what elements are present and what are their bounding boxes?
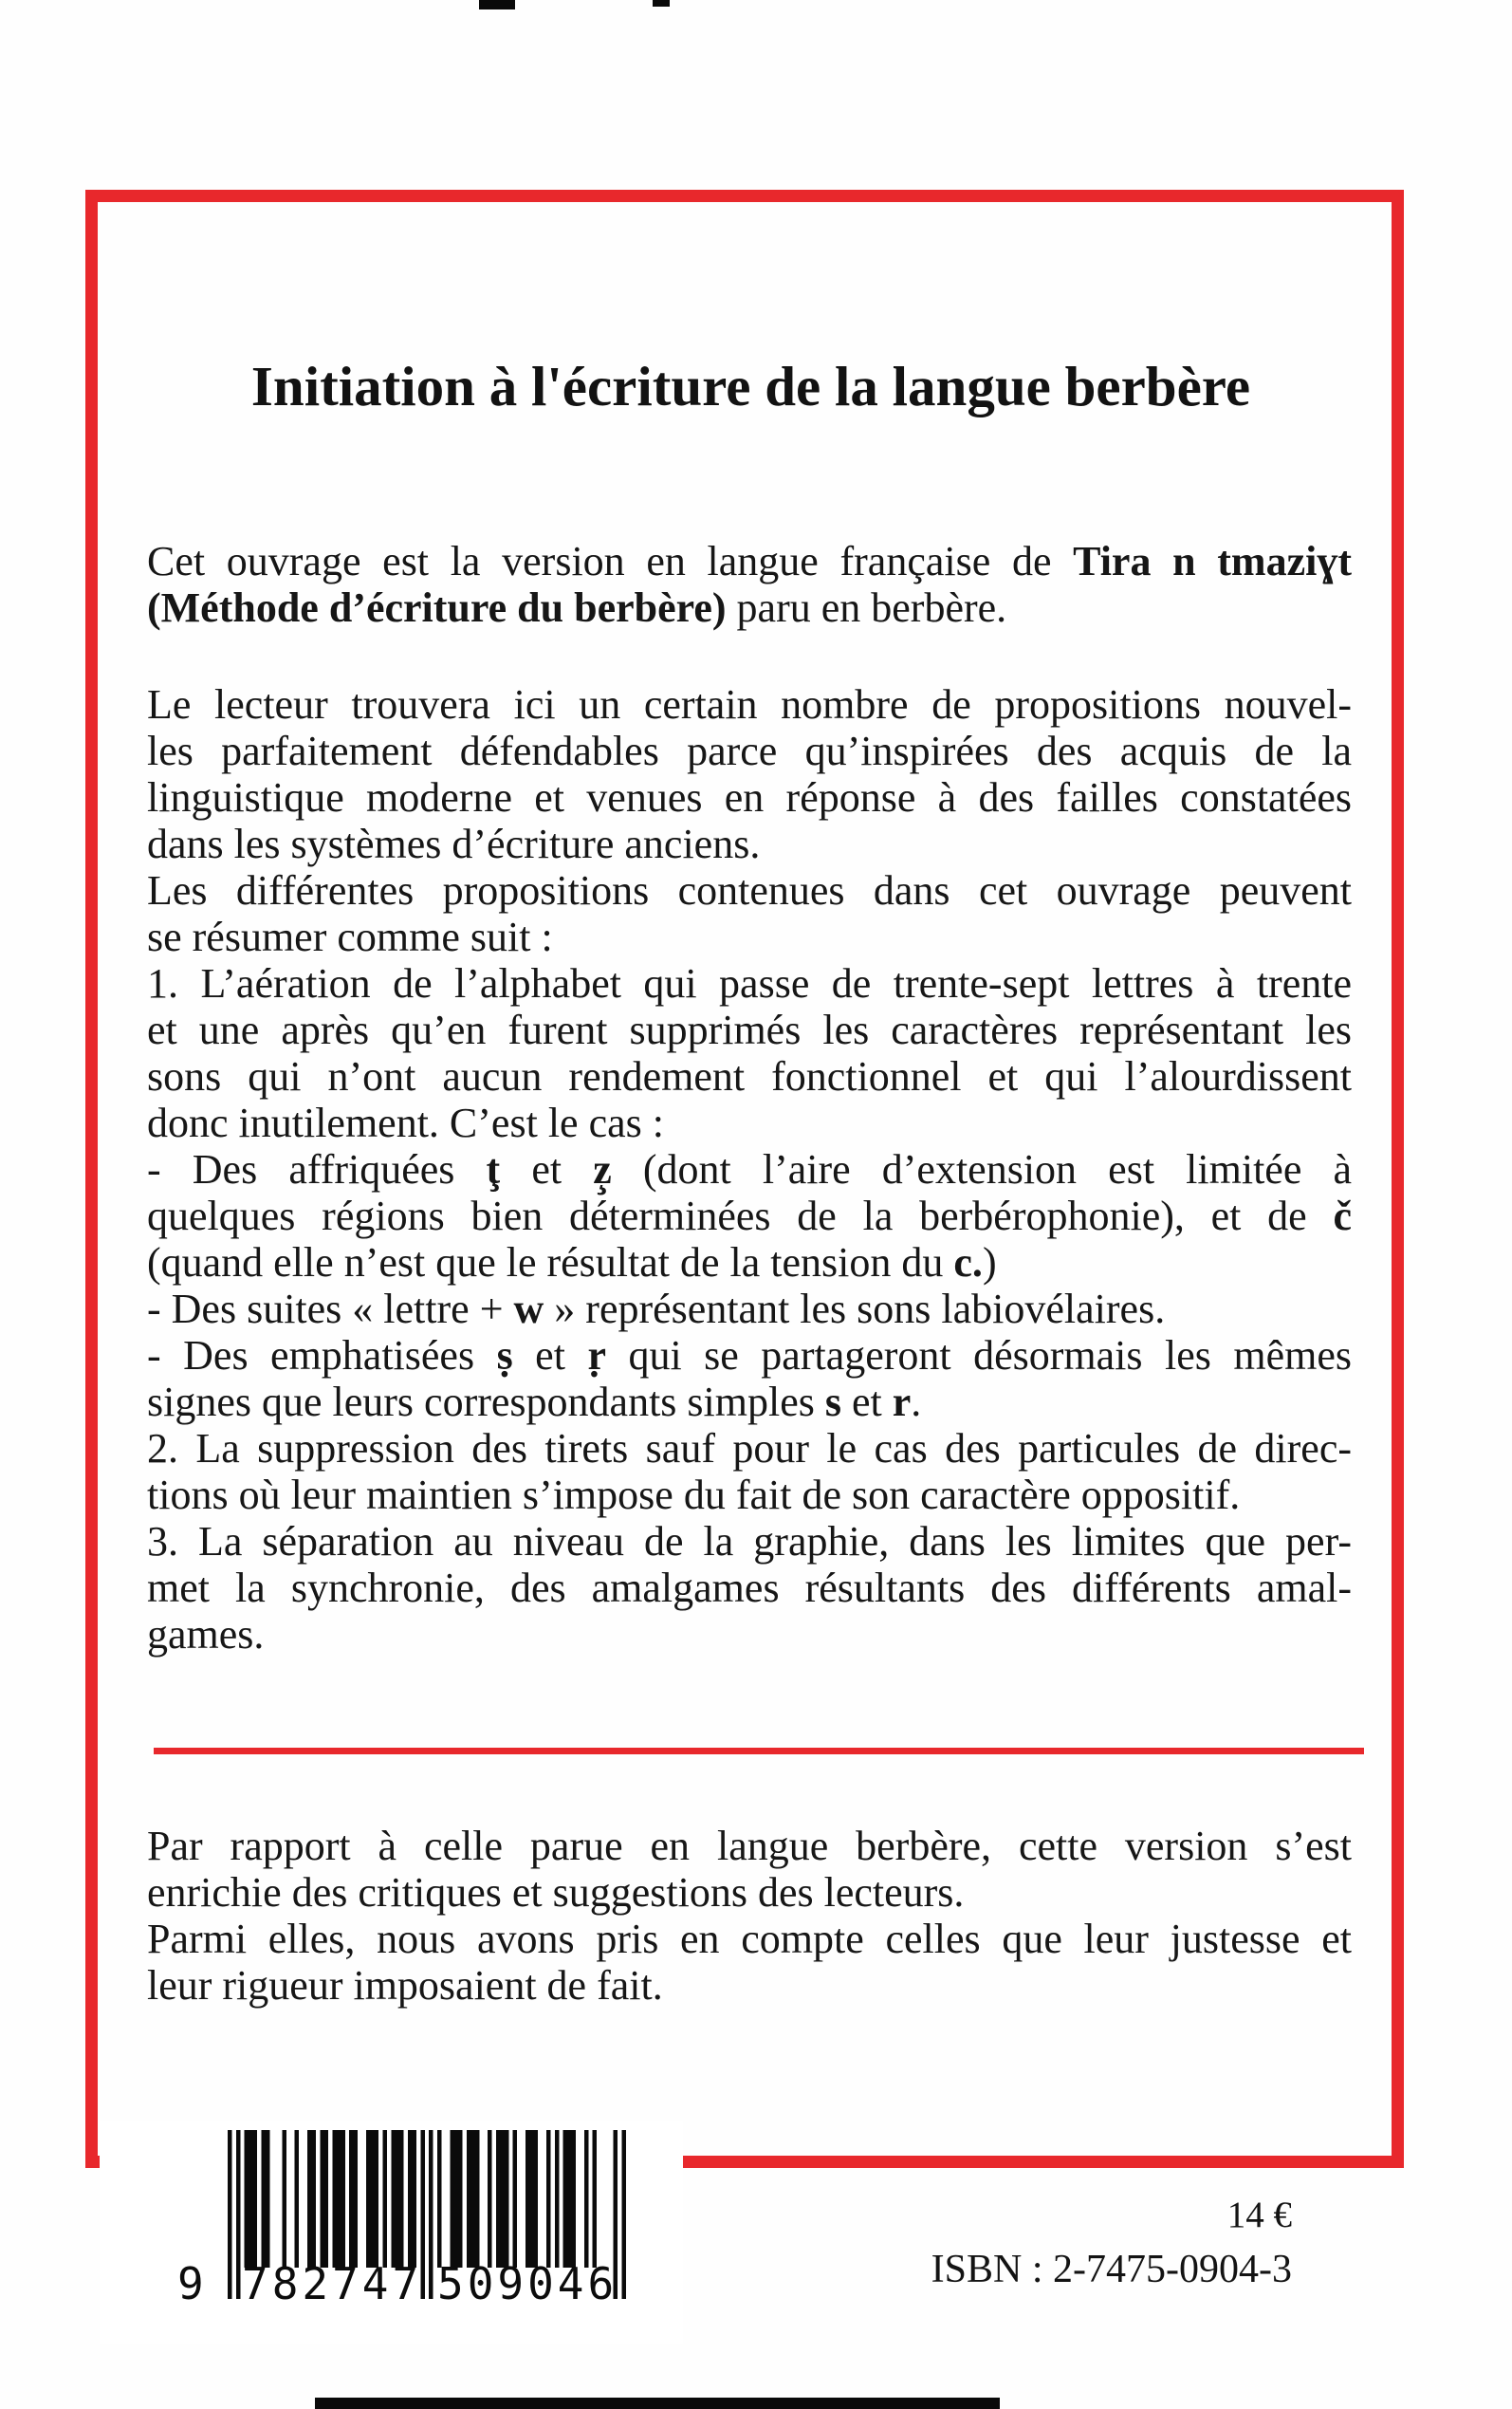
barcode-digit-group2: 509046 (437, 2258, 618, 2309)
text-line: met la synchronie, des amalgames résultants des différents amal- (147, 1565, 1352, 1611)
text-line: les parfaitement défendables parce qu’inspirées des acquis de la (147, 728, 1352, 774)
text-line: (Méthode d’écriture du berbère) paru en berbère. (147, 584, 1007, 631)
text-line: (quand elle n’est que le résultat de la tension du c.) (147, 1239, 997, 1286)
text-line: quelques régions bien déterminées de la berbérophonie), et de č (147, 1193, 1352, 1239)
summary-paragraphs (147, 681, 1352, 1658)
barcode-digits (100, 2260, 683, 2317)
text-line: linguistique moderne et venues en réponse à des failles constatées (147, 774, 1352, 821)
text-line: se résumer comme suit : (147, 914, 553, 960)
text-line: et une après qu’en furent supprimés les caractères représentant les (147, 1007, 1352, 1053)
price-isbn-block (854, 2195, 1292, 2291)
text-line: tions où leur maintien s’impose du fait de son caractère oppositif. (147, 1472, 1241, 1518)
text-line: signes que leurs correspondants simples s et r. (147, 1379, 922, 1425)
isbn: ISBN : 2-7475-0904-3 (931, 2248, 1292, 2291)
text-line: enrichie des critiques et suggestions des lecteurs. (147, 1869, 965, 1916)
footer-paragraphs (147, 1823, 1352, 2009)
text-line: Par rapport à celle parue en langue berbère, cette version s’est (147, 1823, 1352, 1869)
text-line: - Des emphatisées ṣ et ṛ qui se partageront désormais les mêmes (147, 1332, 1352, 1379)
barcode-digit-lead: 9 (177, 2258, 204, 2309)
text-line: donc inutilement. C’est le cas : (147, 1100, 664, 1146)
text-line: Cet ouvrage est la version en langue française de Tira n tmaziɣt (147, 538, 1352, 584)
text-line: 1. L’aération de l’alphabet qui passe de trente-sept lettres à trente (147, 960, 1352, 1007)
scan-artifact-bottom (315, 2398, 1000, 2409)
text-line: Les différentes propositions contenues dans cet ouvrage peuvent (147, 867, 1352, 914)
text-line: leur rigueur imposaient de fait. (147, 1962, 663, 2009)
intro-paragraph (147, 538, 1352, 631)
text-line: sons qui n’ont aucun rendement fonctionnel et qui l’alourdissent (147, 1053, 1352, 1100)
barcode-digit-group1: 782747 (242, 2258, 423, 2309)
book-title: Initiation à l'écriture de la langue berbère (250, 355, 1251, 417)
price: 14 € (1226, 2195, 1292, 2235)
scan-artifact-top-right (653, 0, 670, 7)
text-line: 2. La suppression des tirets sauf pour le cas des particules de direc- (147, 1425, 1352, 1472)
text-line: - Des suites « lettre + w » représentant les sons labiovélaires. (147, 1286, 1166, 1332)
text-line: games. (147, 1611, 265, 1658)
text-line: 3. La séparation au niveau de la graphie, dans les limites que per- (147, 1518, 1352, 1565)
scan-artifact-top-left (479, 0, 515, 9)
red-divider-line (154, 1748, 1364, 1754)
text-line: Le lecteur trouvera ici un certain nombre de propositions nouvel- (147, 681, 1352, 728)
barcode (100, 2121, 683, 2344)
text-line: Parmi elles, nous avons pris en compte celles que leur justesse et (147, 1916, 1352, 1962)
text-line: dans les systèmes d’écriture anciens. (147, 821, 761, 867)
text-line: - Des affriquées ţ et z̧ (dont l’aire d’extension est limitée à (147, 1146, 1353, 1193)
